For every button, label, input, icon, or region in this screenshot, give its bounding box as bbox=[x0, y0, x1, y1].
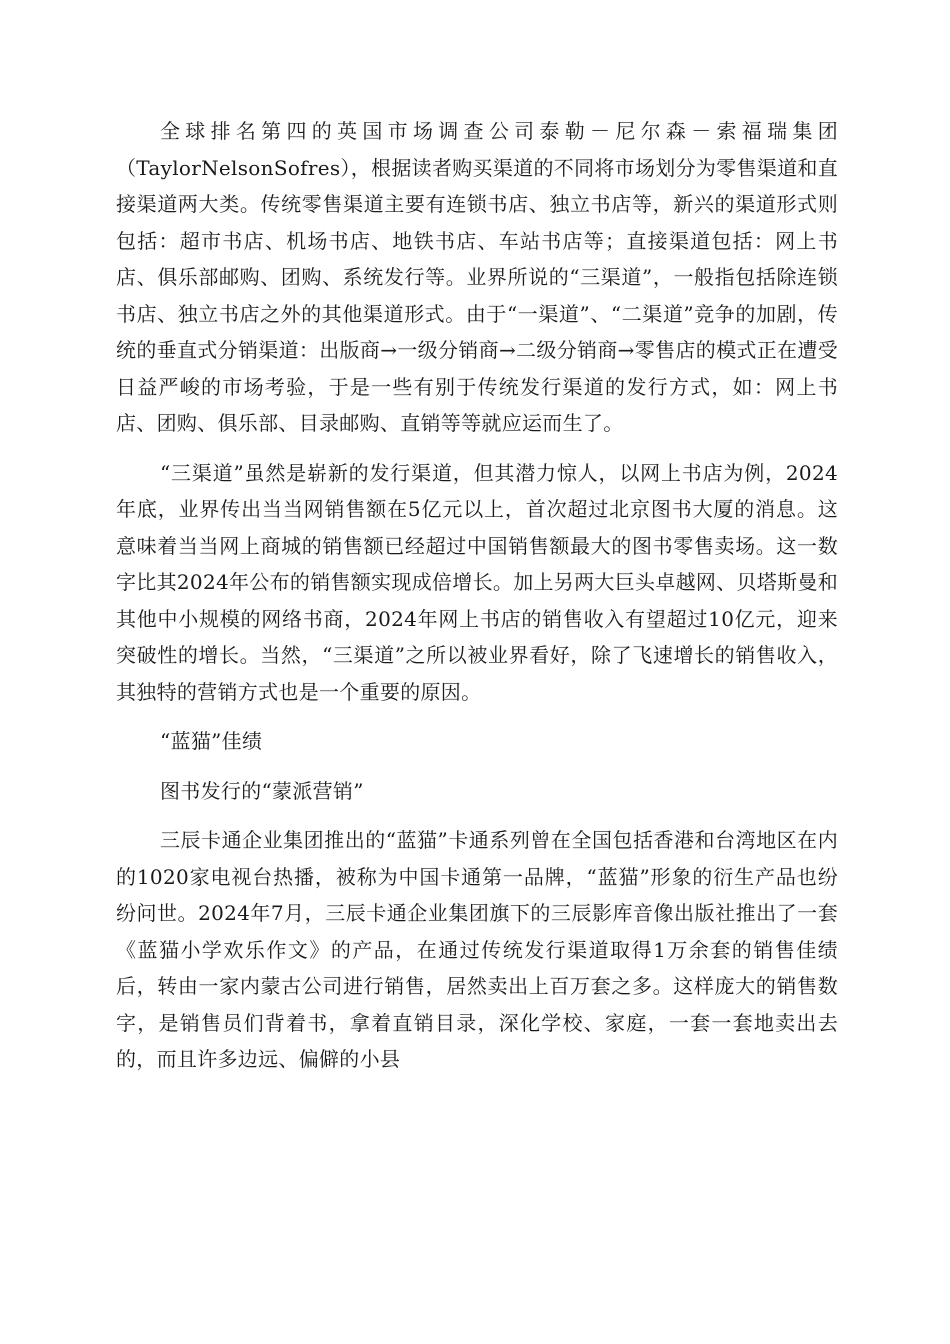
paragraph-bluecat-case: 三辰卡通企业集团推出的“蓝猫”卡通系列曾在全国包括香港和台湾地区在内的1020家电视台热播，被称为中国卡通第一品牌，“蓝猫”形象的衍生产品也纷纷问世。2024年7月，三辰卡通企业集团旗下的三辰影库音像出版社推出了一套《蓝猫小学欢乐作文》的产品，在通过传统发行渠道取得1万余套的销售佳绩后，转由一家内蒙古公司进行销售，居然卖出上百万套之多。这样庞大的销售数字，是销售员们背着书，拿着直销目录，深化学校、家庭，一套一套地卖出去的，而且许多边远、偏僻的小县 bbox=[116, 828, 838, 1071]
section-subheading-mongolian-marketing: 图书发行的“蒙派营销” bbox=[160, 778, 364, 803]
section-heading-bluecat: “蓝猫”佳绩 bbox=[160, 729, 263, 753]
document-page bbox=[116, 113, 838, 1091]
paragraph-channels-intro: 全球排名第四的英国市场调查公司泰勒－尼尔森－索福瑞集团（TaylorNelsonSofres），根据读者购买渠道的不同将市场划分为零售渠道和直接渠道两大类。传统零售渠道主要有连锁书店、独立书店等，新兴的渠道形式则包括：超市书店、机场书店、地铁书店、车站书店等；直接渠道包括：网上书店、俱乐部邮购、团购、系统发行等。业界所说的“三渠道”，一般指包括除连锁书店、独立书店之外的其他渠道形式。由于“一渠道”、“二渠道”竞争的加剧，传统的垂直式分销渠道：出版商→一级分销商→二级分销商→零售店的模式正在遭受日益严峻的市场考验，于是一些有别于传统发行渠道的发行方式，如：网上书店、团购、俱乐部、目录邮购、直销等等就应运而生了。 bbox=[116, 119, 838, 435]
paragraph-third-channel-potential: “三渠道”虽然是崭新的发行渠道，但其潜力惊人，以网上书店为例，2024年底，业界传出当当网销售额在5亿元以上，首次超过北京图书大厦的消息。这意味着当当网上商城的销售额已经超过中国销售额最大的图书零售卖场。这一数字比其2024年公布的销售额实现成倍增长。加上另两大巨头卓越网、贝塔斯曼和其他中小规模的网络书商，2024年网上书店的销售收入有望超过10亿元，迎来突破性的增长。当然，“三渠道”之所以被业界看好，除了飞速增长的销售收入，其独特的营销方式也是一个重要的原因。 bbox=[116, 460, 838, 704]
